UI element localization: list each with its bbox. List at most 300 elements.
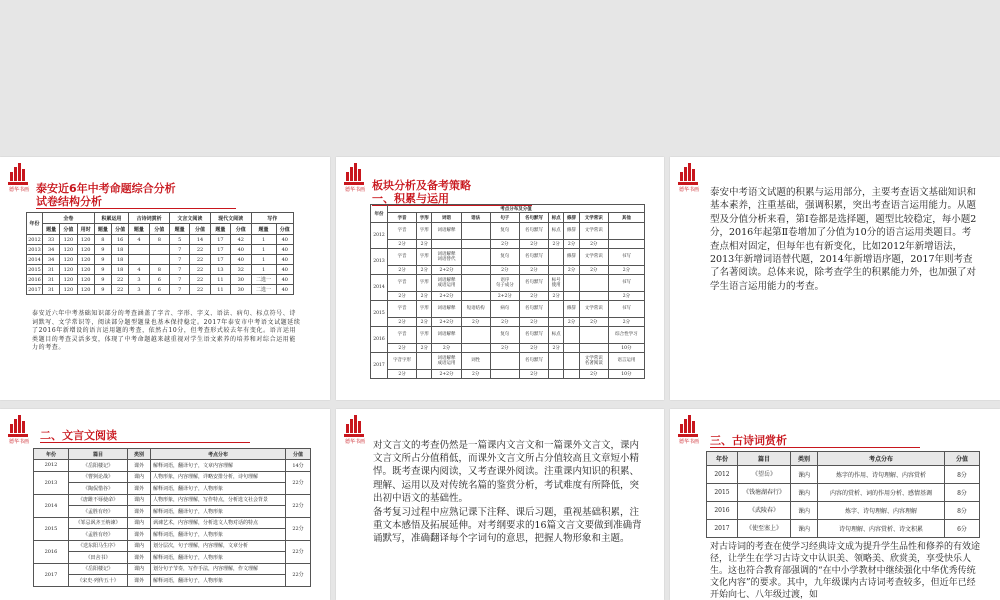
score-cell: 2分: [564, 240, 579, 249]
score-cell: [579, 344, 608, 353]
column-header: 名句默写: [519, 213, 548, 223]
table-cell: 120: [77, 235, 94, 245]
slide-subtitle: 试卷结构分析: [36, 195, 102, 208]
score-cell: 2分: [519, 266, 548, 275]
table-cell: 40: [276, 285, 293, 295]
table-cell: 7: [170, 265, 190, 275]
table-row: [371, 301, 645, 318]
logo-icon: [6, 415, 32, 445]
table-row: [371, 249, 645, 266]
sub-header: 题量: [129, 224, 149, 235]
slide-title: 板块分析及备考策略: [372, 179, 471, 192]
table-cell: 31: [43, 275, 60, 285]
table-cell: 《邹忌讽齐王纳谏》: [69, 517, 128, 529]
table-cell: 120: [77, 265, 94, 275]
topic-cell: 字形: [417, 223, 432, 240]
table-cell: 14: [190, 235, 210, 245]
table-cell: 8: [94, 235, 111, 245]
accumulation-table: [370, 204, 645, 379]
table-cell: 课外: [128, 460, 151, 472]
table-cell: 120: [60, 265, 77, 275]
paragraph-2: 备考复习过程中应熟记课下注释、课后习题，重视基础积累，注重文本感悟及拓展延伸。对考纲要求的16篇文言文要做到准确背诵默写，准确翻译每个字词句的意思，把握人物形象和主题。: [373, 507, 642, 545]
score-cell: 2分: [417, 318, 432, 327]
slide-6-poetry[interactable]: [670, 409, 1000, 600]
score-cell: 22分: [286, 494, 311, 517]
sub-header: 题量: [210, 224, 230, 235]
score-cell: 2分: [519, 370, 548, 379]
topic-cell: [461, 249, 490, 266]
table-cell: 解释词语，翻译句子，文章内容理解: [151, 460, 286, 472]
table-row: [371, 275, 645, 292]
title-underline: [40, 442, 250, 443]
table-cell: 32: [231, 265, 251, 275]
table-row: [371, 266, 645, 275]
table-cell: 解释词语，翻译句子，人物形象: [151, 575, 286, 587]
poetry-table: [706, 451, 980, 538]
table-cell: 2017: [28, 286, 41, 293]
score-cell: [461, 240, 490, 249]
topic-cell: 名句默写: [519, 353, 548, 370]
slide-5-classical-text[interactable]: [336, 409, 664, 600]
logo-text: 德华书画: [678, 187, 699, 193]
header-group: 积累运用: [94, 213, 129, 224]
header-group: 全卷: [43, 213, 95, 224]
table-cell: 8分: [945, 466, 980, 484]
topic-cell: [564, 327, 579, 344]
score-cell: 10分: [608, 344, 644, 353]
header-group: 现代文阅读: [210, 213, 251, 224]
title-underline: [36, 208, 236, 209]
table-cell: [129, 245, 149, 255]
table-row: [707, 502, 980, 520]
table-cell: 1: [251, 235, 276, 245]
header-top: 考点分布及分值: [388, 205, 645, 213]
table-cell: 40: [276, 235, 293, 245]
table-cell: 120: [77, 245, 94, 255]
year-cell: 2015: [34, 517, 69, 540]
slide-title: 二、文言文阅读: [40, 429, 117, 442]
slide-2-accumulation[interactable]: [336, 157, 664, 400]
table-cell: 22: [112, 285, 129, 295]
topic-cell: 名句默写: [519, 327, 548, 344]
table-cell: 34: [43, 245, 60, 255]
table-cell: 内容的赏析、词的作用分析、感情基调: [818, 484, 945, 502]
topic-cell: 短语结构: [461, 301, 490, 318]
score-cell: 2分: [490, 240, 519, 249]
table-cell: 22: [190, 255, 210, 265]
column-header: 年份: [34, 449, 69, 460]
table-row: [707, 520, 980, 538]
table-cell: 3: [129, 285, 149, 295]
table-cell: 划分层次，句子理解，内容理解，文章分析: [151, 540, 286, 552]
topic-cell: 复句: [490, 327, 519, 344]
score-cell: 2分: [608, 318, 644, 327]
topic-cell: 字音: [388, 249, 417, 266]
score-cell: 2分: [519, 240, 548, 249]
table-cell: 课外: [128, 575, 151, 587]
table-cell: 8: [149, 235, 169, 245]
table-cell: 6分: [945, 520, 980, 538]
column-header: 分值: [945, 452, 980, 466]
topic-cell: [549, 249, 564, 266]
table-cell: 8分: [945, 484, 980, 502]
topic-cell: 字形: [417, 275, 432, 292]
score-cell: [461, 344, 490, 353]
column-header: 分值: [286, 449, 311, 460]
logo-icon: [342, 163, 368, 193]
table-cell: 120: [60, 255, 77, 265]
score-cell: 2分: [388, 240, 417, 249]
table-row: [371, 223, 645, 240]
table-cell: 解释词语，翻译句子，人物形象: [151, 552, 286, 564]
topic-cell: 修辞: [564, 301, 579, 318]
score-cell: 22分: [286, 540, 311, 563]
slide-title: 三、古诗词赏析: [710, 434, 787, 447]
topic-cell: [490, 353, 519, 370]
title-underline: [710, 447, 920, 448]
score-cell: 2分: [388, 318, 417, 327]
topic-cell: 标号 使用: [549, 275, 564, 292]
table-cell: 11: [210, 285, 230, 295]
score-cell: [579, 292, 608, 301]
table-cell: 2015: [28, 266, 41, 273]
logo-text: 德华书画: [8, 439, 29, 445]
score-cell: 2分: [519, 318, 548, 327]
score-cell: [432, 240, 461, 249]
score-cell: 2分: [608, 266, 644, 275]
table-cell: 《孟胜有经》: [69, 506, 128, 518]
logo-text: 德华书画: [344, 187, 365, 193]
table-cell: 30: [231, 275, 251, 285]
table-cell: 2016: [707, 502, 738, 520]
topic-cell: 修辞: [564, 249, 579, 266]
year-cell: 2014: [371, 275, 388, 301]
table-cell: 《陶侃惜谷》: [69, 483, 128, 495]
table-cell: 7: [170, 245, 190, 255]
table-cell: 二选一: [251, 275, 276, 285]
column-header: 词语: [432, 213, 461, 223]
table-row: [707, 466, 980, 484]
slide-4-classical-chinese[interactable]: [0, 409, 330, 600]
classical-table: [33, 448, 311, 587]
year-cell: 2016: [371, 327, 388, 353]
sub-header: 分值: [149, 224, 169, 235]
table-row: [371, 344, 645, 353]
sub-header: 题量: [94, 224, 111, 235]
score-cell: [549, 370, 564, 379]
table-cell: 120: [77, 275, 94, 285]
table-cell: 2017: [707, 520, 738, 538]
topic-cell: 语言运用: [608, 353, 644, 370]
table-cell: 13: [210, 265, 230, 275]
table-cell: 2015: [707, 484, 738, 502]
slide-1-test-structure[interactable]: [0, 157, 330, 400]
topic-cell: [579, 275, 608, 292]
topic-cell: [608, 223, 644, 240]
table-row: [34, 494, 311, 506]
table-cell: 5: [170, 235, 190, 245]
table-row: [34, 575, 311, 587]
score-cell: [564, 344, 579, 353]
table-cell: 炼字的作用、诗句理解、内容赏析: [818, 466, 945, 484]
score-cell: 2+2分: [432, 370, 461, 379]
year-cell: 2017: [34, 563, 69, 586]
table-row: [34, 552, 311, 564]
table-row: [707, 484, 980, 502]
topic-cell: 修辞: [564, 223, 579, 240]
table-cell: 22: [190, 275, 210, 285]
column-header: 年份: [707, 452, 738, 466]
score-cell: 2分: [461, 318, 490, 327]
topic-cell: 书写: [608, 275, 644, 292]
analysis-paragraph: 对古诗词的考查在使学习经典诗文成为提升学生品性和修养的有效途径，让学生在学习古诗文中认识美、领略美、欣赏美，享受快乐人生。这也符合教育部强调的“在中小学教材中继续强化中华优秀传统文化内容”的要求。其中，九年级课内古诗词考查较多，但近年已经开始向七、八年级过渡，如: [710, 542, 981, 600]
logo-text: 德华书画: [678, 439, 699, 445]
table-cell: 课内: [128, 471, 151, 483]
topic-cell: [417, 353, 432, 370]
score-cell: 22分: [286, 517, 311, 540]
table-cell: 8分: [945, 502, 980, 520]
logo-icon: [342, 415, 368, 445]
table-cell: 17: [210, 255, 230, 265]
table-cell: 40: [231, 255, 251, 265]
table-cell: 课内: [128, 540, 151, 552]
topic-cell: [579, 327, 608, 344]
topic-cell: 文学常识: [579, 301, 608, 318]
topic-cell: [549, 353, 564, 370]
score-cell: 2分: [579, 240, 608, 249]
topic-cell: 文学常识: [579, 249, 608, 266]
sub-header: 分值: [276, 224, 293, 235]
table-cell: 120: [77, 255, 94, 265]
score-cell: 2分: [417, 240, 432, 249]
year-cell: 2014: [34, 494, 69, 517]
score-cell: 2分: [608, 292, 644, 301]
slide-title: 泰安近6年中考命题综合分析: [36, 182, 176, 195]
score-cell: 2分: [461, 370, 490, 379]
logo-icon: [676, 415, 702, 445]
header-group: 文言文阅读: [170, 213, 211, 224]
table-row: [34, 506, 311, 518]
topic-cell: 词性: [461, 353, 490, 370]
column-header: 考点分布: [151, 449, 286, 460]
table-cell: 9: [94, 285, 111, 295]
logo-text: 德华书画: [344, 439, 365, 445]
table-cell: 3: [129, 275, 149, 285]
table-cell: 9: [94, 255, 111, 265]
table-cell: 120: [77, 285, 94, 295]
sub-header: 分值: [231, 224, 251, 235]
score-cell: 2分: [490, 266, 519, 275]
table-cell: 《送东阳马生序》: [69, 540, 128, 552]
score-cell: 2分: [519, 344, 548, 353]
score-cell: [417, 370, 432, 379]
table-cell: 7: [170, 255, 190, 265]
table-cell: 42: [231, 235, 251, 245]
analysis-paragraph: 泰安近六年中考基础知识部分的考查涵盖了字音、字形、字义、语法、病句、标点符号、诗词默写、文学常识等，阅读部分题型题量也基本保持稳定。2017年泰安市中考语文试题延续了2016年新增设的语言运用题的考查，依然占10分，但考查形式较去年有变化。语言运用类题目的考查灵活多变，体现了中考命题越来越重视对学生语文素养的培养和对综合运用能力的考查。: [32, 310, 301, 351]
table-cell: 7: [170, 285, 190, 295]
table-cell: 17: [210, 235, 230, 245]
slide-subtitle: 一、积累与运用: [372, 192, 449, 205]
sub-header: 题量: [43, 224, 60, 235]
table-cell: 讽谏艺术，内容理解，分析选文人物对话的特点: [151, 517, 286, 529]
table-row: [27, 235, 294, 245]
score-cell: 22分: [286, 471, 311, 494]
sub-header: 题量: [170, 224, 190, 235]
table-cell: 40: [276, 245, 293, 255]
table-row: [27, 285, 294, 295]
table-cell: 1: [251, 255, 276, 265]
table-cell: 炼字、诗句理解、内容理解: [818, 502, 945, 520]
table-cell: 40: [276, 255, 293, 265]
topic-cell: 字音: [388, 223, 417, 240]
paragraph-1: 对文言文的考查仍然是一篇课内文言文和一篇课外文言文，课内文言文所占分值稍低，而课外文言文所占分值较高且文章短小精悍。既考查课内阅读，又考查课外阅读。注重课内知识的积累、理解、运用以及对传统名篇的鉴赏分析，考试难度有所降低，突出初中语文的基础性。: [373, 440, 640, 504]
table-cell: 30: [231, 285, 251, 295]
table-cell: 《唐雎不辱使命》: [69, 494, 128, 506]
score-cell: [490, 370, 519, 379]
topic-cell: 词语解释: [432, 223, 461, 240]
topic-cell: 语序 句子成分: [490, 275, 519, 292]
table-row: [371, 240, 645, 249]
topic-cell: 书写: [608, 301, 644, 318]
table-row: [34, 471, 311, 483]
year-cell: 2012: [34, 460, 69, 472]
header-row: [707, 452, 980, 466]
column-header: 修辞: [564, 213, 579, 223]
table-cell: 课内: [791, 520, 818, 538]
table-row: [27, 245, 294, 255]
topic-cell: 词语解释: [432, 301, 461, 318]
table-row: [34, 540, 311, 552]
logo-icon: [676, 163, 702, 193]
table-cell: 课外: [128, 552, 151, 564]
score-cell: 2分: [388, 266, 417, 275]
table-cell: 1: [251, 265, 276, 275]
table-cell: 解释词语，翻译句子，人物形象: [151, 529, 286, 541]
table-cell: 课内: [791, 484, 818, 502]
score-cell: 2分: [579, 266, 608, 275]
table-cell: 34: [43, 255, 60, 265]
topic-cell: 字音字形: [388, 353, 417, 370]
score-cell: [564, 370, 579, 379]
topic-cell: 词语解释 成语运用: [432, 353, 461, 370]
table-cell: 《岳阳楼记》: [69, 460, 128, 472]
table-row: [371, 353, 645, 370]
table-cell: 1: [251, 245, 276, 255]
table-cell: 22: [190, 285, 210, 295]
score-cell: 22分: [286, 563, 311, 586]
table-row: [371, 292, 645, 301]
score-cell: 10分: [608, 370, 644, 379]
column-header: 句子: [490, 213, 519, 223]
table-cell: 22: [112, 275, 129, 285]
column-header: 语法: [461, 213, 490, 223]
header-year: 年份: [371, 205, 388, 223]
table-cell: 课外: [128, 483, 151, 495]
logo-text: 德华书画: [8, 187, 29, 193]
table-row: [27, 275, 294, 285]
topic-cell: 字形: [417, 301, 432, 318]
column-header: 类别: [791, 452, 818, 466]
table-cell: 40: [276, 265, 293, 275]
year-cell: 2013: [34, 471, 69, 494]
table-row: [34, 460, 311, 472]
column-header: 其他: [608, 213, 644, 223]
table-cell: 120: [60, 285, 77, 295]
score-cell: 2分: [432, 344, 461, 353]
topic-cell: 名句默写: [519, 249, 548, 266]
sub-header: 分值: [190, 224, 210, 235]
topic-cell: 字音: [388, 275, 417, 292]
year-cell: 2017: [371, 353, 388, 379]
slide-3-accumulation-text[interactable]: [670, 157, 1000, 400]
year-cell: 2013: [371, 249, 388, 275]
table-row: [34, 563, 311, 575]
score-cell: 2分: [579, 318, 608, 327]
table-cell: 9: [94, 245, 111, 255]
table-cell: 6: [149, 275, 169, 285]
topic-cell: 病句: [490, 301, 519, 318]
year-cell: 2016: [34, 540, 69, 563]
score-cell: 2分: [579, 370, 608, 379]
table-cell: 2012: [28, 236, 41, 243]
topic-cell: 词语解释 词语替代: [432, 249, 461, 266]
score-cell: 2+2分: [432, 292, 461, 301]
table-cell: 9: [94, 265, 111, 275]
topic-cell: [461, 223, 490, 240]
table-cell: 22: [190, 245, 210, 255]
table-cell: 解释词语，翻译句子，人物形象: [151, 483, 286, 495]
score-cell: [549, 266, 564, 275]
column-header: 字形: [417, 213, 432, 223]
structure-table: [26, 212, 294, 295]
table-cell: 《田舍书》: [69, 552, 128, 564]
score-cell: 2+2分: [490, 292, 519, 301]
score-cell: [549, 318, 564, 327]
topic-cell: 字音: [388, 327, 417, 344]
table-cell: 2012: [707, 466, 738, 484]
score-cell: 2+2分: [432, 318, 461, 327]
score-cell: 2分: [549, 240, 564, 249]
table-cell: 18: [112, 265, 129, 275]
score-cell: 2+2分: [432, 266, 461, 275]
sub-header: 用时: [77, 224, 94, 235]
score-cell: 2分: [564, 266, 579, 275]
topic-cell: 复句: [490, 223, 519, 240]
score-cell: 2分: [549, 344, 564, 353]
score-cell: 2分: [417, 292, 432, 301]
table-cell: 《使至塞上》: [738, 520, 791, 538]
column-header: 类别: [128, 449, 151, 460]
table-cell: 《望岳》: [738, 466, 791, 484]
topic-cell: [564, 275, 579, 292]
header-group: 古诗词赏析: [129, 213, 170, 224]
table-cell: [149, 255, 169, 265]
topic-cell: 字形: [417, 249, 432, 266]
score-cell: [564, 292, 579, 301]
table-cell: 解释词语，翻译句子，人物形象: [151, 506, 286, 518]
analysis-paragraph: 泰安中考语文试题的积累与运用部分，主要考查语文基础知识和基本素养，注重基础，强调积累，突出考查语言运用能力。从题型及分值分析来看，第Ⅰ卷都是选择题，题型比较稳定，每小题2分，2016年起第Ⅱ卷增加了分值为10分的语言运用类题目。考查点相对固定，但每年也有新变化，比如2012年新增语法，2013年新增词语替代题，2014年新增语序题，2017年则考查了名著阅读。总体来说，除考查学生的积累能力外，也加强了对学生语言运用能力的考查。: [710, 187, 977, 292]
table-cell: [129, 255, 149, 265]
table-cell: 120: [60, 235, 77, 245]
topic-cell: 复句: [490, 249, 519, 266]
score-cell: [461, 292, 490, 301]
table-cell: 划分句子节奏，写作手法，内容理解，作文理解: [151, 563, 286, 575]
table-row: [27, 265, 294, 275]
table-cell: 11: [210, 275, 230, 285]
score-cell: 2分: [388, 370, 417, 379]
score-cell: 2分: [549, 292, 564, 301]
table-row: [34, 529, 311, 541]
